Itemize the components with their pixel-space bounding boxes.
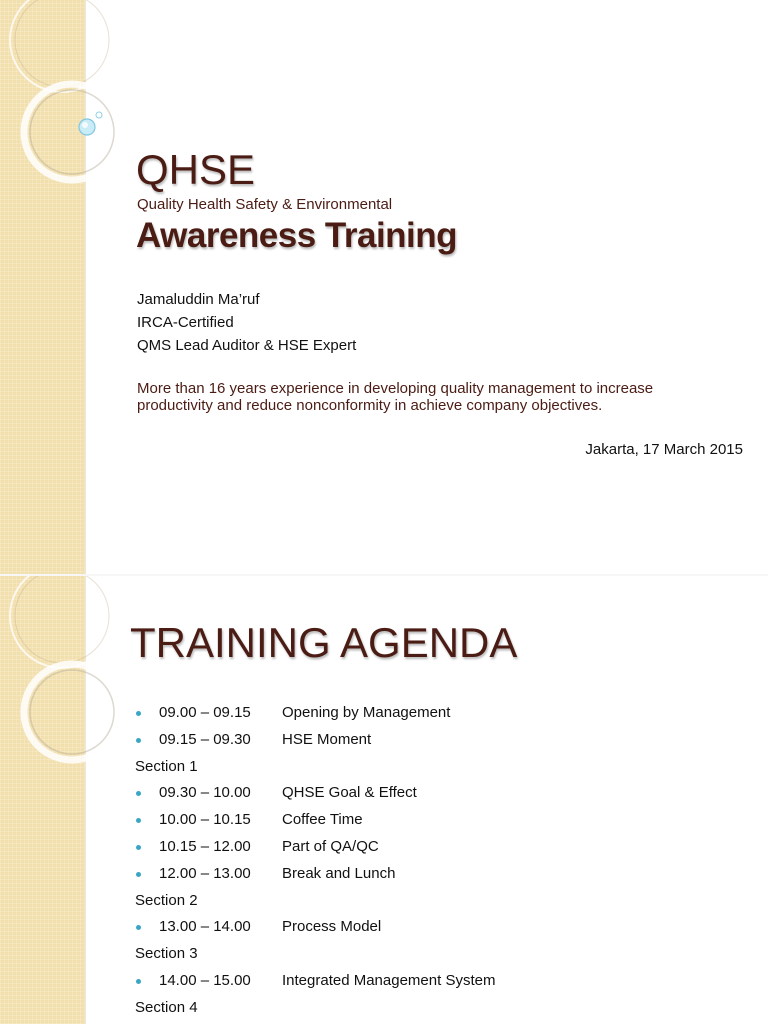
agenda-activity: Opening by Management — [282, 704, 451, 721]
agenda-time: 09.15 – 09.30 — [159, 730, 251, 748]
bullet-icon — [136, 791, 141, 796]
slide-title-secondary: Awareness Training — [136, 216, 458, 255]
experience-line: productivity and reduce nonconformity in achieve company objectives. — [137, 397, 603, 414]
agenda-time: 10.15 – 12.00 — [159, 837, 251, 855]
slide-title: QHSE — [136, 146, 256, 193]
agenda-activity: Break and Lunch — [282, 864, 396, 882]
agenda-slide — [0, 576, 768, 1024]
bullet-icon — [136, 738, 141, 743]
presenter-certification: IRCA-Certified — [137, 314, 234, 331]
agenda-activity: HSE Moment — [282, 730, 372, 748]
bullet-icon — [136, 711, 141, 716]
agenda-activity: Integrated Management System — [282, 971, 496, 989]
experience-line: More than 16 years experience in developing quality management to increase — [137, 380, 654, 397]
agenda-item — [135, 780, 495, 807]
agenda-item — [135, 914, 495, 941]
agenda-time: 10.00 – 10.15 — [159, 811, 251, 829]
bullet-icon — [136, 818, 141, 823]
agenda-item — [135, 727, 495, 754]
presenter-info — [137, 288, 356, 357]
agenda-title: TRAINING AGENDA — [130, 619, 518, 666]
bullet-icon — [136, 872, 141, 877]
agenda-activity: QHSE Goal & Effect — [282, 784, 417, 802]
agenda-activity: Part of QA/QC — [282, 837, 379, 855]
agenda-time: 14.00 – 15.00 — [159, 971, 251, 989]
agenda-time: 09.00 – 09.15 — [159, 704, 251, 721]
agenda-item — [135, 807, 495, 834]
agenda-section: Section 1 — [135, 757, 198, 775]
bullet-icon — [136, 845, 141, 850]
place-date: Jakarta, 17 March 2015 — [585, 441, 743, 458]
slide-subtitle: Quality Health Safety & Environmental — [137, 196, 393, 213]
agenda-activity: Process Model — [282, 918, 382, 936]
bullet-icon — [136, 979, 141, 984]
bullet-icon — [136, 925, 141, 930]
agenda-item — [135, 834, 495, 861]
presenter-role: QMS Lead Auditor & HSE Expert — [137, 337, 357, 354]
agenda-activity: Coffee Time — [282, 811, 363, 829]
agenda-time: 09.30 – 10.00 — [159, 784, 251, 802]
agenda-time: 12.00 – 13.00 — [159, 864, 251, 882]
agenda-list — [135, 700, 495, 1022]
agenda-item — [135, 861, 495, 888]
agenda-item — [135, 968, 495, 995]
presenter-name: Jamaluddin Ma’ruf — [137, 291, 260, 308]
agenda-section: Section 4 — [135, 998, 198, 1016]
agenda-item — [135, 700, 495, 727]
agenda-section: Section 2 — [135, 891, 198, 909]
agenda-time: 13.00 – 14.00 — [159, 918, 251, 936]
experience-text — [137, 380, 757, 414]
agenda-section: Section 3 — [135, 945, 198, 963]
decorative-rings — [0, 0, 160, 240]
